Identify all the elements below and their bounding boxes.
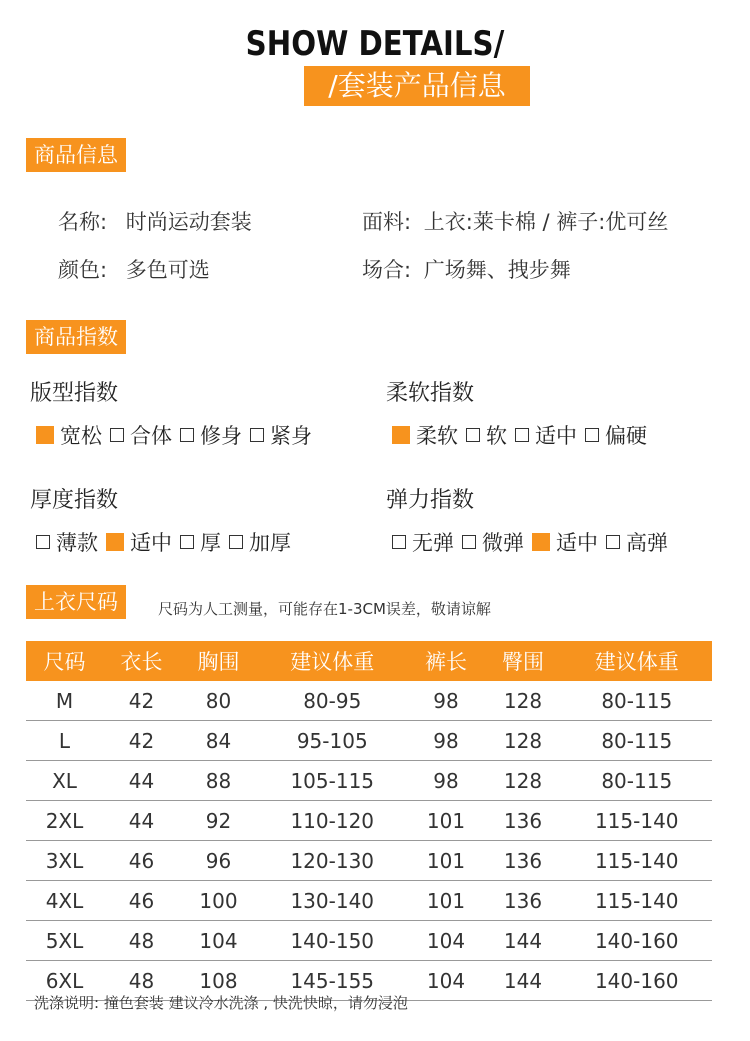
color-label: 颜色:	[58, 258, 108, 282]
index-option[interactable]	[110, 420, 172, 450]
name-label: 名称:	[58, 210, 108, 234]
index-option[interactable]	[106, 527, 172, 557]
table-cell: 140-150	[257, 921, 408, 961]
empty-box-icon	[462, 535, 476, 549]
empty-box-icon	[180, 535, 194, 549]
table-cell: 145-155	[257, 961, 408, 1001]
table-row	[26, 721, 712, 761]
size-header-cell: 臀围	[485, 641, 562, 681]
table-cell: 80-115	[562, 681, 713, 721]
index-options	[392, 527, 676, 557]
table-row	[26, 921, 712, 961]
table-cell: 115-140	[562, 881, 713, 921]
table-cell: 100	[180, 881, 257, 921]
index-options	[392, 420, 655, 450]
table-cell: 128	[485, 681, 562, 721]
table-cell: 44	[103, 801, 180, 841]
header-title-zh: /套装产品信息	[304, 66, 530, 106]
index-option[interactable]	[466, 420, 507, 450]
index-option-label: 适中	[130, 531, 172, 555]
wash-instructions: 洗涤说明: 撞色套装 建议冷水洗涤 , 快洗快晾，请勿浸泡	[34, 994, 408, 1012]
table-cell: 104	[408, 961, 485, 1001]
table-cell: 144	[485, 921, 562, 961]
index-option[interactable]	[392, 527, 454, 557]
name-row	[58, 206, 252, 236]
product-index-tag: 商品指数	[26, 320, 126, 354]
table-cell: 140-160	[562, 921, 713, 961]
table-cell: 140-160	[562, 961, 713, 1001]
table-row	[26, 681, 712, 721]
checked-box-icon	[106, 533, 124, 551]
table-cell: 136	[485, 801, 562, 841]
index-options	[36, 527, 299, 557]
table-cell: 120-130	[257, 841, 408, 881]
table-cell: 128	[485, 721, 562, 761]
table-cell: 136	[485, 881, 562, 921]
size-tag: 上衣尺码	[26, 585, 126, 619]
table-cell: 3XL	[26, 841, 103, 881]
index-option-label: 偏硬	[605, 424, 647, 448]
table-row	[26, 761, 712, 801]
index-option-label: 适中	[535, 424, 577, 448]
table-cell: XL	[26, 761, 103, 801]
table-cell: 42	[103, 681, 180, 721]
index-option[interactable]	[515, 420, 577, 450]
fabric-value: 上衣:莱卡棉 / 裤子:优可丝	[423, 210, 669, 234]
name-value: 时尚运动套装	[125, 210, 252, 234]
empty-box-icon	[110, 428, 124, 442]
checked-box-icon	[532, 533, 550, 551]
index-option[interactable]	[36, 527, 98, 557]
empty-box-icon	[585, 428, 599, 442]
index-option-label: 厚	[200, 531, 221, 555]
table-cell: 46	[103, 881, 180, 921]
index-option-label: 宽松	[60, 424, 102, 448]
index-option[interactable]	[392, 420, 458, 450]
table-cell: L	[26, 721, 103, 761]
table-cell: 96	[180, 841, 257, 881]
index-option-label: 无弹	[412, 531, 454, 555]
table-cell: 80-95	[257, 681, 408, 721]
index-group-title: 弹力指数	[386, 488, 475, 513]
size-table	[26, 641, 712, 1001]
index-option-label: 加厚	[249, 531, 291, 555]
fabric-label: 面料:	[362, 210, 412, 234]
index-option-label: 合体	[130, 424, 172, 448]
empty-box-icon	[392, 535, 406, 549]
empty-box-icon	[466, 428, 480, 442]
table-cell: 48	[103, 921, 180, 961]
table-cell: M	[26, 681, 103, 721]
product-info-tag: 商品信息	[26, 138, 126, 172]
table-cell: 46	[103, 841, 180, 881]
table-cell: 101	[408, 801, 485, 841]
color-value: 多色可选	[125, 258, 210, 282]
table-cell: 6XL	[26, 961, 103, 1001]
table-cell: 4XL	[26, 881, 103, 921]
index-option[interactable]	[532, 527, 598, 557]
size-note: 尺码为人工测量，可能存在1-3CM误差，敬请谅解	[158, 600, 491, 618]
table-cell: 98	[408, 761, 485, 801]
table-cell: 105-115	[257, 761, 408, 801]
index-option[interactable]	[606, 527, 668, 557]
index-option-label: 紧身	[270, 424, 312, 448]
index-options	[36, 420, 320, 450]
table-cell: 5XL	[26, 921, 103, 961]
table-cell: 108	[180, 961, 257, 1001]
empty-box-icon	[250, 428, 264, 442]
index-group-title: 厚度指数	[30, 488, 119, 513]
empty-box-icon	[36, 535, 50, 549]
table-cell: 98	[408, 721, 485, 761]
color-row	[58, 254, 210, 284]
index-option-label: 微弹	[482, 531, 524, 555]
index-option-label: 薄款	[56, 531, 98, 555]
size-header-cell: 衣长	[103, 641, 180, 681]
table-row	[26, 841, 712, 881]
table-cell: 110-120	[257, 801, 408, 841]
table-cell: 115-140	[562, 841, 713, 881]
index-option-label: 高弹	[626, 531, 668, 555]
table-cell: 136	[485, 841, 562, 881]
fabric-row	[362, 206, 668, 236]
empty-box-icon	[229, 535, 243, 549]
index-option[interactable]	[180, 420, 242, 450]
index-option-label: 适中	[556, 531, 598, 555]
table-cell: 88	[180, 761, 257, 801]
table-row	[26, 881, 712, 921]
table-cell: 48	[103, 961, 180, 1001]
index-option[interactable]	[229, 527, 291, 557]
index-option[interactable]	[250, 420, 312, 450]
table-cell: 42	[103, 721, 180, 761]
table-cell: 104	[408, 921, 485, 961]
index-option-label: 修身	[200, 424, 242, 448]
empty-box-icon	[180, 428, 194, 442]
table-cell: 115-140	[562, 801, 713, 841]
size-header-cell: 胸围	[180, 641, 257, 681]
index-option[interactable]	[36, 420, 102, 450]
size-table-header	[26, 641, 712, 681]
table-cell: 44	[103, 761, 180, 801]
index-option-label: 软	[486, 424, 507, 448]
size-header-cell: 建议体重	[257, 641, 408, 681]
table-cell: 98	[408, 681, 485, 721]
index-option[interactable]	[585, 420, 647, 450]
table-cell: 128	[485, 761, 562, 801]
table-cell: 144	[485, 961, 562, 1001]
table-cell: 95-105	[257, 721, 408, 761]
table-cell: 84	[180, 721, 257, 761]
index-group-title: 版型指数	[30, 381, 119, 406]
checked-box-icon	[36, 426, 54, 444]
empty-box-icon	[515, 428, 529, 442]
index-option[interactable]	[180, 527, 221, 557]
index-option[interactable]	[462, 527, 524, 557]
table-cell: 2XL	[26, 801, 103, 841]
size-header-cell: 裤长	[408, 641, 485, 681]
empty-box-icon	[606, 535, 620, 549]
occasion-row	[362, 254, 571, 284]
checked-box-icon	[392, 426, 410, 444]
header-title-en: SHOW DETAILS/	[245, 24, 505, 64]
table-cell: 80-115	[562, 761, 713, 801]
table-cell: 101	[408, 881, 485, 921]
index-option-label: 柔软	[416, 424, 458, 448]
table-cell: 80	[180, 681, 257, 721]
table-cell: 101	[408, 841, 485, 881]
size-header-cell: 尺码	[26, 641, 103, 681]
table-cell: 80-115	[562, 721, 713, 761]
table-cell: 104	[180, 921, 257, 961]
occasion-label: 场合:	[362, 258, 412, 282]
table-row	[26, 801, 712, 841]
size-header-cell: 建议体重	[562, 641, 713, 681]
table-cell: 92	[180, 801, 257, 841]
index-group-title: 柔软指数	[386, 381, 475, 406]
table-cell: 130-140	[257, 881, 408, 921]
occasion-value: 广场舞、拽步舞	[423, 258, 571, 282]
